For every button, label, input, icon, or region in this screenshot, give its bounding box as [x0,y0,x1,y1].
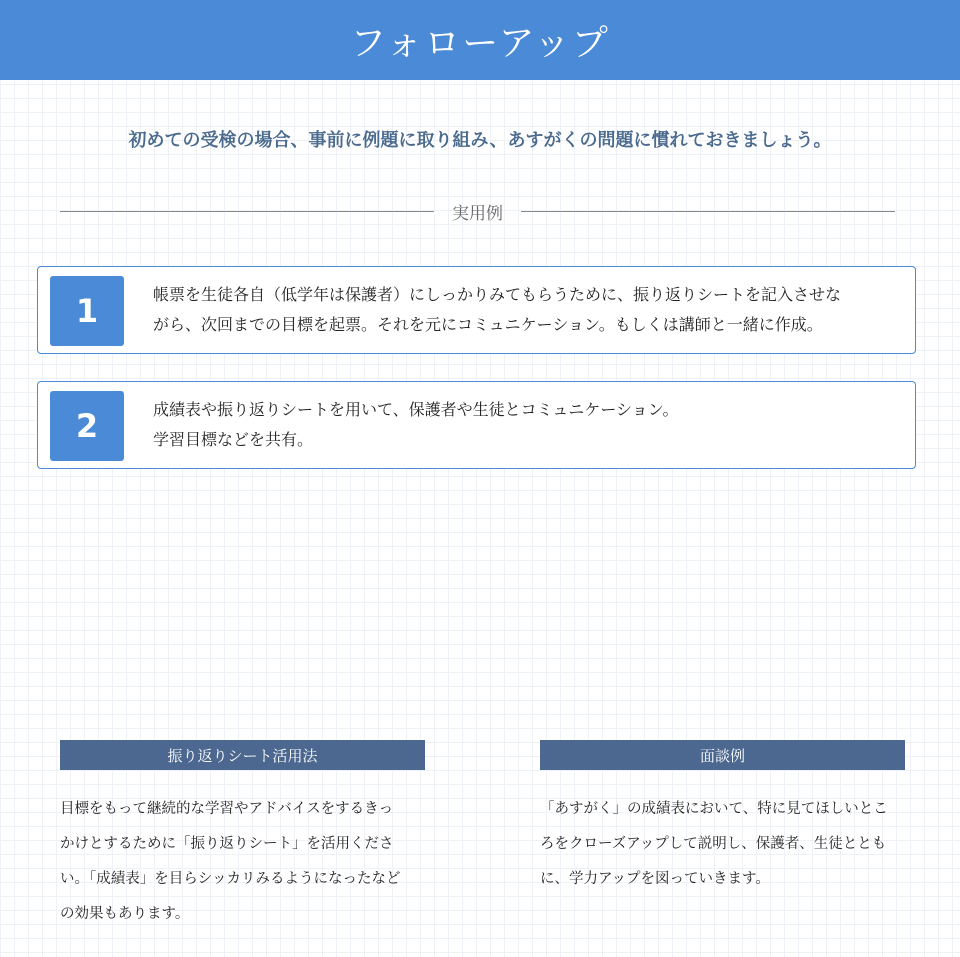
example-text [153,267,905,353]
page-header [0,0,960,80]
example-number-badge: 1 [50,276,124,346]
divider-line-left [60,211,434,212]
intro-text: 初めての受検の場合、事前に例題に取り組み、あすがくの問題に慣れておきましょう。 [128,130,832,151]
section-label: 実用例 [452,203,503,224]
example-card-1 [37,266,916,354]
page-title: フォローアップ [350,22,610,64]
example-line: 学習目標などを共有。 [153,430,314,449]
example-line: がら、次回までの目標を起票。それを元にコミュニケーション。もしくは講師と一緒に作成。 [153,315,823,334]
column-title: 振り返りシート活用法 [60,740,425,770]
example-line: 成績表や振り返りシートを用いて、保護者や生徒とコミュニケーション。 [153,400,679,419]
example-line: 帳票を生徒各自（低学年は保護者）にしっかりみてもらうために、振り返りシートを記入させな [153,285,842,304]
column-body: 目標をもって継続的な学習やアドバイスをするきっ かけとするために「振り返りシート」を活用くださ い。「成績表」を目らシッカリみるようになったなど の効果もあります。 [60,801,401,922]
example-text [153,382,905,468]
column-interview-example [540,740,905,897]
example-number-badge: 2 [50,391,124,461]
section-divider [60,198,895,224]
column-title: 面談例 [540,740,905,770]
column-body: 「あすがく」の成績表において、特に見てほしいとこ ろをクローズアップして説明し、保護者、生徒ととも に、学力アップを図っていきます。 [540,801,888,887]
column-review-sheet [60,740,425,932]
divider-line-right [521,211,895,212]
example-card-2 [37,381,916,469]
